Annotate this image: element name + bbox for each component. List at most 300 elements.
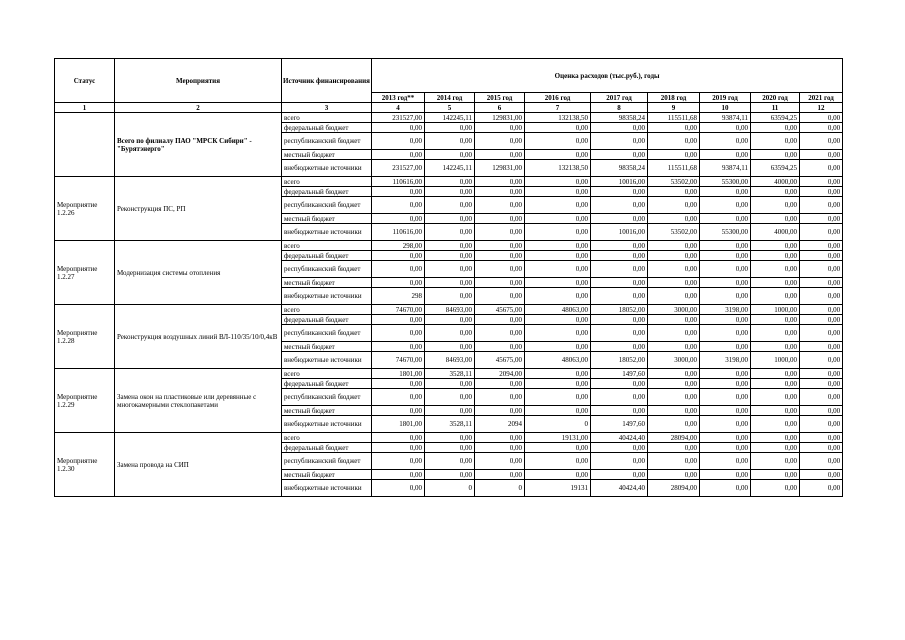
- cost-value: 45675,00: [475, 305, 525, 315]
- cost-value: 0,00: [800, 315, 843, 325]
- cost-value: 3198,00: [700, 352, 751, 369]
- cost-value: 0,00: [425, 187, 475, 197]
- cost-value: 0,00: [372, 453, 425, 470]
- cost-value: 0,00: [648, 325, 700, 342]
- cost-value: 53502,00: [648, 177, 700, 187]
- cost-value: 19131: [525, 480, 591, 497]
- cost-value: 0,00: [525, 379, 591, 389]
- cost-value: 28094,00: [648, 433, 700, 443]
- header-year: 2015 год: [475, 93, 525, 103]
- header-year: 2019 год: [700, 93, 751, 103]
- cost-value: 231527,00: [372, 113, 425, 123]
- cost-value: 0,00: [700, 278, 751, 288]
- funding-source: всего: [282, 177, 372, 187]
- cost-value: 0,00: [372, 214, 425, 224]
- cost-value: 0,00: [648, 150, 700, 160]
- cost-value: 0,00: [425, 241, 475, 251]
- funding-source: всего: [282, 241, 372, 251]
- cost-value: 0,00: [800, 406, 843, 416]
- cost-value: 48063,00: [525, 352, 591, 369]
- cost-value: 0,00: [648, 288, 700, 305]
- cost-value: 132138,50: [525, 113, 591, 123]
- cost-value: 0,00: [525, 406, 591, 416]
- cost-value: 0,00: [648, 315, 700, 325]
- cost-value: 3000,00: [648, 352, 700, 369]
- cost-value: 1801,00: [372, 416, 425, 433]
- column-number: 1: [55, 103, 115, 113]
- cost-value: 0,00: [372, 443, 425, 453]
- cost-value: 55300,00: [700, 177, 751, 187]
- cost-value: 0,00: [372, 133, 425, 150]
- cost-value: 1000,00: [751, 305, 800, 315]
- column-number: 11: [751, 103, 800, 113]
- funding-source: местный бюджет: [282, 342, 372, 352]
- cost-value: 0,00: [525, 342, 591, 352]
- measure-name: Реконструкция воздушных линий ВЛ-110/35/10/0,4кВ: [115, 305, 282, 369]
- cost-value: 0: [475, 480, 525, 497]
- cost-value: 0,00: [425, 224, 475, 241]
- cost-value: 0,00: [648, 342, 700, 352]
- cost-value: 110616,00: [372, 224, 425, 241]
- cost-value: 0,00: [525, 123, 591, 133]
- cost-value: 0,00: [591, 342, 648, 352]
- cost-value: 0,00: [648, 133, 700, 150]
- cost-value: 0,00: [648, 197, 700, 214]
- cost-value: 0,00: [425, 342, 475, 352]
- cost-value: 10016,00: [591, 224, 648, 241]
- cost-value: 0,00: [425, 123, 475, 133]
- cost-value: 0,00: [525, 325, 591, 342]
- cost-value: 0,00: [372, 187, 425, 197]
- cost-value: 0,00: [475, 133, 525, 150]
- cost-value: 0,00: [372, 406, 425, 416]
- funding-source: всего: [282, 305, 372, 315]
- cost-value: 18052,00: [591, 305, 648, 315]
- cost-value: 0,00: [372, 470, 425, 480]
- cost-value: 0,00: [700, 251, 751, 261]
- cost-value: 0,00: [800, 123, 843, 133]
- cost-value: 74670,00: [372, 352, 425, 369]
- cost-value: 0,00: [800, 352, 843, 369]
- cost-value: 0,00: [700, 214, 751, 224]
- cost-value: 0,00: [700, 379, 751, 389]
- cost-value: 0,00: [800, 305, 843, 315]
- cost-value: 0,00: [425, 453, 475, 470]
- cost-value: 0,00: [425, 315, 475, 325]
- cost-value: 0,00: [700, 241, 751, 251]
- cost-value: 18052,00: [591, 352, 648, 369]
- cost-value: 48063,00: [525, 305, 591, 315]
- cost-value: 0,00: [800, 113, 843, 123]
- cost-value: 1497,60: [591, 416, 648, 433]
- cost-value: 0,00: [525, 177, 591, 187]
- cost-value: 0,00: [648, 379, 700, 389]
- cost-value: 0,00: [425, 443, 475, 453]
- cost-value: 0,00: [591, 453, 648, 470]
- funding-source: внебюджетные источники: [282, 480, 372, 497]
- cost-value: 0,00: [800, 214, 843, 224]
- cost-value: 0,00: [800, 453, 843, 470]
- cost-value: 0,00: [475, 389, 525, 406]
- cost-value: 28094,00: [648, 480, 700, 497]
- cost-value: 55300,00: [700, 224, 751, 241]
- table-row: [55, 369, 843, 379]
- cost-value: 0,00: [648, 278, 700, 288]
- cost-value: 129831,00: [475, 113, 525, 123]
- cost-value: 2094: [475, 416, 525, 433]
- cost-value: 0,00: [700, 389, 751, 406]
- cost-value: 0,00: [475, 470, 525, 480]
- cost-value: 0,00: [475, 315, 525, 325]
- cost-value: 3528,11: [425, 369, 475, 379]
- header-year: 2017 год: [591, 93, 648, 103]
- column-number: 2: [115, 103, 282, 113]
- cost-value: 0,00: [525, 197, 591, 214]
- cost-value: 0,00: [591, 325, 648, 342]
- cost-value: 0,00: [751, 197, 800, 214]
- header-column-numbers-row: [55, 103, 843, 113]
- table-body: [55, 113, 843, 497]
- column-number: 6: [475, 103, 525, 113]
- funding-source: местный бюджет: [282, 470, 372, 480]
- table-header: [55, 59, 843, 113]
- cost-value: 45675,00: [475, 352, 525, 369]
- cost-value: 0,00: [591, 187, 648, 197]
- cost-value: 0,00: [591, 278, 648, 288]
- measure-status: Мероприятие 1.2.29: [55, 369, 115, 433]
- cost-value: 0,00: [700, 480, 751, 497]
- measure-name: Замена окон на пластиковые или деревянные с многокамерными стеклопакетами: [115, 369, 282, 433]
- cost-value: 0,00: [425, 389, 475, 406]
- cost-value: 0,00: [525, 315, 591, 325]
- cost-value: 0,00: [751, 480, 800, 497]
- cost-value: 0,00: [700, 342, 751, 352]
- cost-value: 0,00: [591, 123, 648, 133]
- cost-value: 0,00: [700, 406, 751, 416]
- cost-value: 0,00: [751, 342, 800, 352]
- cost-value: 0,00: [591, 241, 648, 251]
- cost-value: 0,00: [591, 315, 648, 325]
- cost-value: 0,00: [591, 379, 648, 389]
- cost-value: 0,00: [425, 177, 475, 187]
- cost-value: 0,00: [372, 342, 425, 352]
- cost-value: 0,00: [700, 197, 751, 214]
- cost-value: 4000,00: [751, 177, 800, 187]
- header-source: Источник финансирования: [282, 59, 372, 103]
- cost-value: 0,00: [800, 416, 843, 433]
- cost-value: 0,00: [700, 443, 751, 453]
- cost-value: 0,00: [648, 123, 700, 133]
- cost-value: 0,00: [700, 416, 751, 433]
- cost-value: 115511,68: [648, 160, 700, 177]
- cost-value: 0,00: [591, 470, 648, 480]
- funding-source: федеральный бюджет: [282, 443, 372, 453]
- funding-source: местный бюджет: [282, 214, 372, 224]
- cost-value: 4000,00: [751, 224, 800, 241]
- cost-value: 0,00: [751, 389, 800, 406]
- funding-source: республиканский бюджет: [282, 197, 372, 214]
- measure-status: [55, 113, 115, 177]
- cost-value: 0,00: [800, 379, 843, 389]
- cost-value: 40424,40: [591, 480, 648, 497]
- cost-value: 0,00: [648, 453, 700, 470]
- cost-value: 0,00: [751, 214, 800, 224]
- cost-value: 0,00: [648, 241, 700, 251]
- cost-value: 0,00: [800, 160, 843, 177]
- budget-table: [54, 58, 843, 497]
- column-number: 7: [525, 103, 591, 113]
- header-year: 2018 год: [648, 93, 700, 103]
- cost-value: 0,00: [425, 251, 475, 261]
- cost-value: 0,00: [591, 197, 648, 214]
- cost-value: 0,00: [648, 261, 700, 278]
- cost-value: 40424,40: [591, 433, 648, 443]
- measure-name: Замена провода на СИП: [115, 433, 282, 497]
- cost-value: 93874,11: [700, 113, 751, 123]
- cost-value: 0,00: [751, 241, 800, 251]
- cost-value: 84693,00: [425, 352, 475, 369]
- cost-value: 0,00: [800, 241, 843, 251]
- cost-value: 0,00: [425, 470, 475, 480]
- cost-value: 0,00: [425, 278, 475, 288]
- cost-value: 0,00: [372, 251, 425, 261]
- cost-value: 3198,00: [700, 305, 751, 315]
- cost-value: 0,00: [700, 369, 751, 379]
- cost-value: 0,00: [751, 278, 800, 288]
- cost-value: 0,00: [700, 315, 751, 325]
- table-row: [55, 113, 843, 123]
- cost-value: 0,00: [525, 288, 591, 305]
- funding-source: федеральный бюджет: [282, 251, 372, 261]
- cost-value: 0,00: [475, 251, 525, 261]
- cost-value: 0,00: [591, 389, 648, 406]
- cost-value: 0,00: [800, 133, 843, 150]
- cost-value: 93874,11: [700, 160, 751, 177]
- cost-value: 0,00: [800, 342, 843, 352]
- funding-source: местный бюджет: [282, 278, 372, 288]
- cost-value: 0,00: [751, 325, 800, 342]
- column-number: 9: [648, 103, 700, 113]
- cost-value: 0,00: [475, 261, 525, 278]
- funding-source: внебюджетные источники: [282, 288, 372, 305]
- cost-value: 0,00: [475, 453, 525, 470]
- cost-value: 0,00: [648, 251, 700, 261]
- funding-source: федеральный бюджет: [282, 315, 372, 325]
- cost-value: 0,00: [751, 133, 800, 150]
- cost-value: 0,00: [800, 288, 843, 305]
- cost-value: 0,00: [525, 133, 591, 150]
- funding-source: всего: [282, 369, 372, 379]
- cost-value: 0,00: [525, 470, 591, 480]
- cost-value: 63594,25: [751, 160, 800, 177]
- cost-value: 0,00: [800, 197, 843, 214]
- cost-value: 0,00: [475, 406, 525, 416]
- funding-source: местный бюджет: [282, 406, 372, 416]
- header-measure: Мероприятия: [115, 59, 282, 103]
- cost-value: 0,00: [648, 443, 700, 453]
- column-number: 3: [282, 103, 372, 113]
- cost-value: 0,00: [525, 150, 591, 160]
- cost-value: 19131,00: [525, 433, 591, 443]
- measure-name: Модернизация системы отопления: [115, 241, 282, 305]
- cost-value: 0,00: [648, 214, 700, 224]
- measure-status: Мероприятие 1.2.28: [55, 305, 115, 369]
- cost-value: 0,00: [525, 251, 591, 261]
- cost-value: 0,00: [800, 389, 843, 406]
- cost-value: 0,00: [475, 342, 525, 352]
- cost-value: 0,00: [425, 325, 475, 342]
- cost-value: 0,00: [700, 470, 751, 480]
- cost-value: 0,00: [591, 251, 648, 261]
- cost-value: 0,00: [475, 433, 525, 443]
- cost-value: 129831,00: [475, 160, 525, 177]
- cost-value: 298: [372, 288, 425, 305]
- cost-value: 0,00: [525, 241, 591, 251]
- cost-value: 231527,00: [372, 160, 425, 177]
- cost-value: 0,00: [372, 150, 425, 160]
- cost-value: 0,00: [648, 389, 700, 406]
- header-estimate: Оценка расходов (тыс.руб.), годы: [372, 59, 843, 93]
- cost-value: 0,00: [475, 379, 525, 389]
- header-year: 2020 год: [751, 93, 800, 103]
- cost-value: 110616,00: [372, 177, 425, 187]
- cost-value: 53502,00: [648, 224, 700, 241]
- cost-value: 0,00: [372, 197, 425, 214]
- cost-value: 0,00: [591, 406, 648, 416]
- cost-value: 0,00: [475, 443, 525, 453]
- cost-value: 0,00: [591, 261, 648, 278]
- funding-source: федеральный бюджет: [282, 123, 372, 133]
- cost-value: 142245,11: [425, 113, 475, 123]
- cost-value: 0,00: [475, 197, 525, 214]
- measure-name: Реконструкция ПС, РП: [115, 177, 282, 241]
- cost-value: 0,00: [800, 251, 843, 261]
- cost-value: 1801,00: [372, 369, 425, 379]
- cost-value: 0,00: [475, 123, 525, 133]
- funding-source: республиканский бюджет: [282, 389, 372, 406]
- table-row: [55, 305, 843, 315]
- header-year: 2013 год**: [372, 93, 425, 103]
- funding-source: внебюджетные источники: [282, 416, 372, 433]
- cost-value: 0,00: [425, 433, 475, 443]
- cost-value: 0,00: [800, 325, 843, 342]
- cost-value: 0,00: [700, 325, 751, 342]
- cost-value: 0,00: [800, 224, 843, 241]
- cost-value: 2094,00: [475, 369, 525, 379]
- cost-value: 0,00: [700, 133, 751, 150]
- cost-value: 0,00: [475, 187, 525, 197]
- funding-source: внебюджетные источники: [282, 160, 372, 177]
- cost-value: 0,00: [800, 177, 843, 187]
- cost-value: 98358,24: [591, 160, 648, 177]
- cost-value: 0,00: [648, 369, 700, 379]
- cost-value: 0,00: [525, 261, 591, 278]
- cost-value: 0: [425, 480, 475, 497]
- cost-value: 0,00: [700, 150, 751, 160]
- cost-value: 0,00: [648, 416, 700, 433]
- cost-value: 0: [525, 416, 591, 433]
- cost-value: 0,00: [525, 369, 591, 379]
- cost-value: 0,00: [800, 470, 843, 480]
- column-number: 8: [591, 103, 648, 113]
- cost-value: 0,00: [372, 379, 425, 389]
- cost-value: 3000,00: [648, 305, 700, 315]
- cost-value: 0,00: [751, 123, 800, 133]
- cost-value: 0,00: [700, 261, 751, 278]
- cost-value: 298,00: [372, 241, 425, 251]
- cost-value: 0,00: [525, 453, 591, 470]
- cost-value: 0,00: [700, 453, 751, 470]
- funding-source: республиканский бюджет: [282, 453, 372, 470]
- cost-value: 0,00: [751, 150, 800, 160]
- cost-value: 3528,11: [425, 416, 475, 433]
- cost-value: 0,00: [800, 150, 843, 160]
- cost-value: 0,00: [372, 261, 425, 278]
- measure-status: Мероприятие 1.2.26: [55, 177, 115, 241]
- column-number: 12: [800, 103, 843, 113]
- cost-value: 0,00: [525, 278, 591, 288]
- cost-value: 0,00: [648, 187, 700, 197]
- cost-value: 0,00: [372, 480, 425, 497]
- cost-value: 0,00: [648, 470, 700, 480]
- cost-value: 0,00: [700, 187, 751, 197]
- header-year: 2021 год: [800, 93, 843, 103]
- cost-value: 0,00: [475, 177, 525, 187]
- funding-source: федеральный бюджет: [282, 187, 372, 197]
- cost-value: 0,00: [751, 315, 800, 325]
- cost-value: 0,00: [372, 389, 425, 406]
- cost-value: 0,00: [425, 150, 475, 160]
- cost-value: 132138,50: [525, 160, 591, 177]
- cost-value: 0,00: [751, 453, 800, 470]
- cost-value: 0,00: [425, 133, 475, 150]
- cost-value: 0,00: [475, 325, 525, 342]
- cost-value: 0,00: [372, 433, 425, 443]
- cost-value: 63594,25: [751, 113, 800, 123]
- cost-value: 0,00: [475, 288, 525, 305]
- cost-value: 0,00: [751, 369, 800, 379]
- cost-value: 0,00: [648, 406, 700, 416]
- cost-value: 0,00: [591, 443, 648, 453]
- cost-value: 0,00: [475, 214, 525, 224]
- column-number: 4: [372, 103, 425, 113]
- cost-value: 0,00: [800, 369, 843, 379]
- cost-value: 0,00: [591, 133, 648, 150]
- cost-value: 0,00: [525, 389, 591, 406]
- cost-value: 0,00: [425, 406, 475, 416]
- cost-value: 0,00: [425, 261, 475, 278]
- funding-source: внебюджетные источники: [282, 352, 372, 369]
- cost-value: 0,00: [525, 187, 591, 197]
- cost-value: 115511,68: [648, 113, 700, 123]
- cost-value: 84693,00: [425, 305, 475, 315]
- cost-value: 0,00: [800, 480, 843, 497]
- cost-value: 0,00: [751, 443, 800, 453]
- cost-value: 0,00: [800, 443, 843, 453]
- cost-value: 0,00: [475, 278, 525, 288]
- cost-value: 0,00: [525, 214, 591, 224]
- cost-value: 0,00: [425, 197, 475, 214]
- funding-source: федеральный бюджет: [282, 379, 372, 389]
- cost-value: 0,00: [372, 315, 425, 325]
- cost-value: 0,00: [591, 214, 648, 224]
- cost-value: 0,00: [591, 150, 648, 160]
- cost-value: 0,00: [372, 325, 425, 342]
- column-number: 5: [425, 103, 475, 113]
- cost-value: 0,00: [751, 433, 800, 443]
- cost-value: 0,00: [751, 406, 800, 416]
- table-row: [55, 241, 843, 251]
